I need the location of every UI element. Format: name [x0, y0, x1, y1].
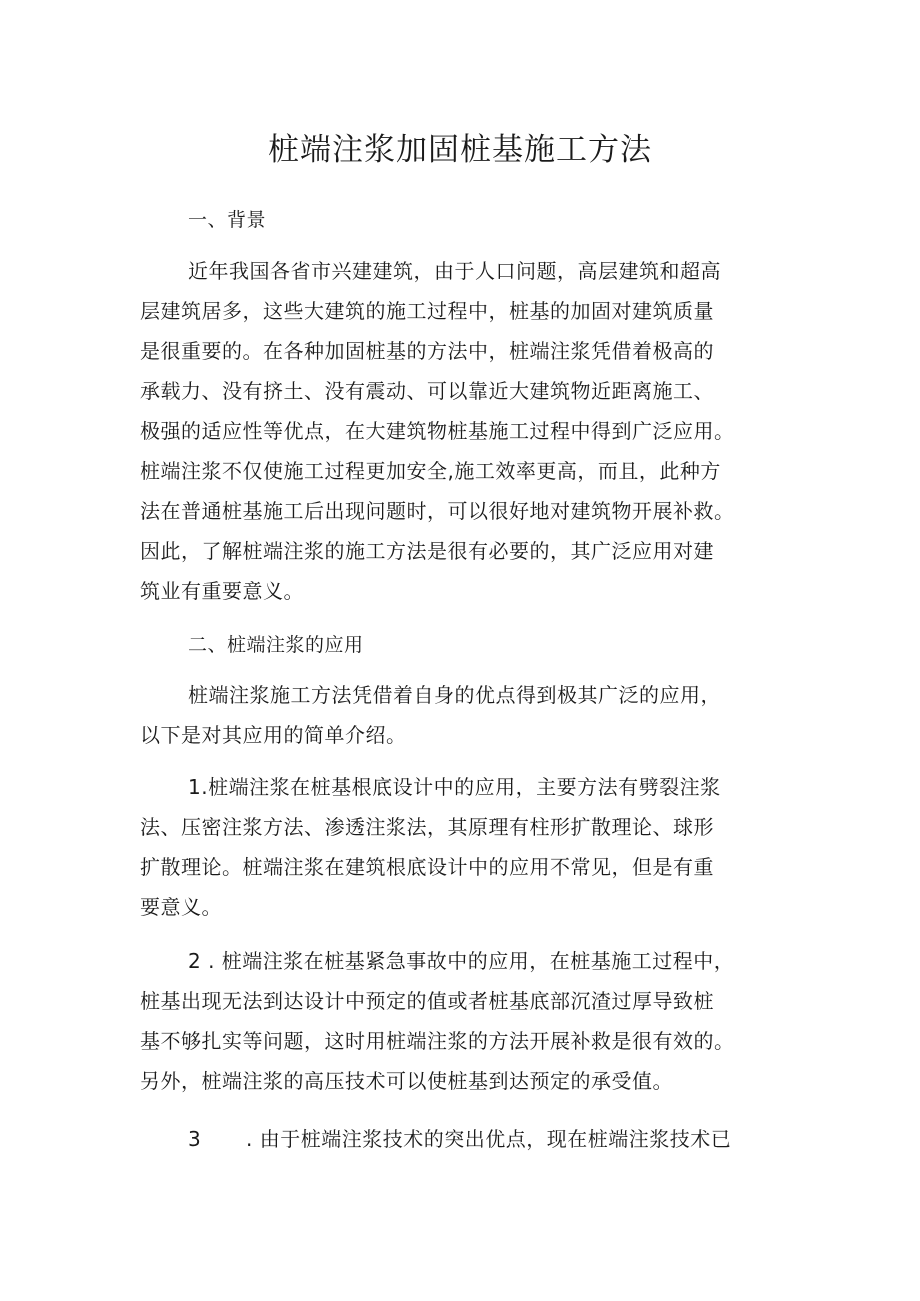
- paragraph-line: 层建筑居多，这些大建筑的施工过程中，桩基的加固对建筑质量: [140, 299, 714, 323]
- paragraph-line: 是很重要的。在各种加固桩基的方法中，桩端注浆凭借着极高的: [140, 339, 714, 363]
- document-title: 桩端注浆加固桩基施工方法: [268, 132, 652, 168]
- paragraph-line: 以下是对其应用的简单介绍。: [140, 723, 407, 747]
- list-number: 3: [188, 1127, 202, 1151]
- paragraph-line: . 由于桩端注浆技术的突出优点，现在桩端注浆技术已: [246, 1127, 732, 1151]
- paragraph-line: 要意义。: [140, 895, 222, 919]
- paragraph-line: 近年我国各省市兴建建筑，由于人口问题，高层建筑和超高: [188, 259, 721, 283]
- paragraph-line: 2 . 桩端注浆在桩基紧急事故中的应用，在桩基施工过程中，: [188, 949, 735, 973]
- paragraph-line: 法、压密注浆方法、渗透注浆法，其原理有柱形扩散理论、球形: [140, 815, 714, 839]
- paragraph-line: 承载力、没有挤土、没有震动、可以靠近大建筑物近距离施工、: [140, 379, 714, 403]
- paragraph-line: 桩基出现无法到达设计中预定的值或者桩基底部沉渣过厚导致桩: [140, 989, 714, 1013]
- paragraph-line: 极强的适应性等优点，在大建筑物桩基施工过程中得到广泛应用。: [140, 419, 735, 443]
- section-heading-application: 二、桩端注浆的应用: [188, 634, 364, 656]
- paragraph-line: 1.桩端注浆在桩基根底设计中的应用，主要方法有劈裂注浆: [188, 775, 721, 799]
- paragraph-line: 另外，桩端注浆的高压技术可以使桩基到达预定的承受值。: [140, 1069, 673, 1093]
- paragraph-line: 桩端注浆施工方法凭借着自身的优点得到极其广泛的应用，: [188, 683, 721, 707]
- paragraph-line: 扩散理论。桩端注浆在建筑根底设计中的应用不常见，但是有重: [140, 855, 714, 879]
- paragraph-line: 法在普通桩基施工后出现问题时，可以很好地对建筑物开展补救。: [140, 499, 735, 523]
- section-heading-background: 一、背景: [188, 209, 267, 231]
- paragraph-line: 基不够扎实等问题，这时用桩端注浆的方法开展补救是很有效的。: [140, 1029, 735, 1053]
- paragraph-line: 因此，了解桩端注浆的施工方法是很有必要的，其广泛应用对建: [140, 539, 714, 563]
- paragraph-line: 桩端注浆不仅使施工过程更加安全,施工效率更高，而且，此种方: [140, 459, 721, 483]
- paragraph-line: 筑业有重要意义。: [140, 579, 304, 603]
